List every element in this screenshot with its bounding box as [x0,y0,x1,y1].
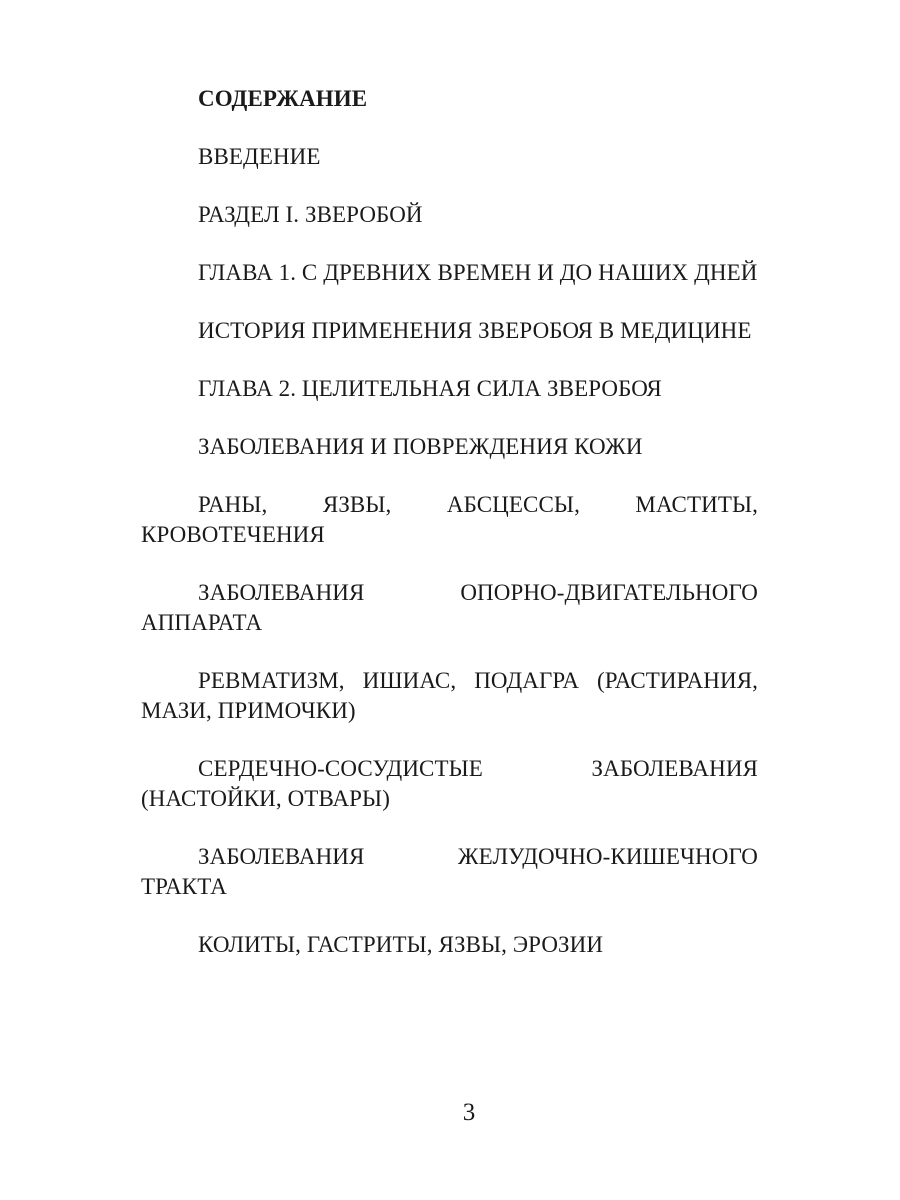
toc-entry-skin-diseases: ЗАБОЛЕВАНИЯ И ПОВРЕЖДЕНИЯ КОЖИ [198,434,643,459]
toc-entry-cardiovascular: СЕРДЕЧНО-СОСУДИСТЫЕ ЗАБОЛЕВАНИЯ (НАСТОЙКИ, ОТВАРЫ) [141,756,758,811]
toc-entry-colitis: КОЛИТЫ, ГАСТРИТЫ, ЯЗВЫ, ЭРОЗИИ [198,932,604,957]
toc-entry-section-1: РАЗДЕЛ I. ЗВЕРОБОЙ [198,202,423,227]
toc-entry-gastrointestinal: ЗАБОЛЕВАНИЯ ЖЕЛУДОЧНО-КИШЕЧНОГО ТРАКТА [141,844,758,899]
toc-entry-chapter-1: ГЛАВА 1. С ДРЕВНИХ ВРЕМЕН И ДО НАШИХ ДНЕЙ [198,260,758,285]
toc-entry-introduction: ВВЕДЕНИЕ [198,144,321,169]
toc-entry-chapter-2: ГЛАВА 2. ЦЕЛИТЕЛЬНАЯ СИЛА ЗВЕРОБОЯ [198,376,662,401]
page-number: 3 [462,1099,476,1126]
toc-entry-wounds: РАНЫ, ЯЗВЫ, АБСЦЕССЫ, МАСТИТЫ, КРОВОТЕЧЕНИЯ [141,492,758,547]
table-of-contents [141,84,758,988]
toc-entry-rheumatism: РЕВМАТИЗМ, ИШИАС, ПОДАГРА (РАСТИРАНИЯ, МАЗИ, ПРИМОЧКИ) [141,668,758,723]
toc-entry-musculoskeletal: ЗАБОЛЕВАНИЯ ОПОРНО-ДВИГАТЕЛЬНОГО АППАРАТА [141,580,758,635]
page-title: СОДЕРЖАНИЕ [198,86,368,111]
toc-entry-history: ИСТОРИЯ ПРИМЕНЕНИЯ ЗВЕРОБОЯ В МЕДИЦИНЕ [198,318,752,343]
